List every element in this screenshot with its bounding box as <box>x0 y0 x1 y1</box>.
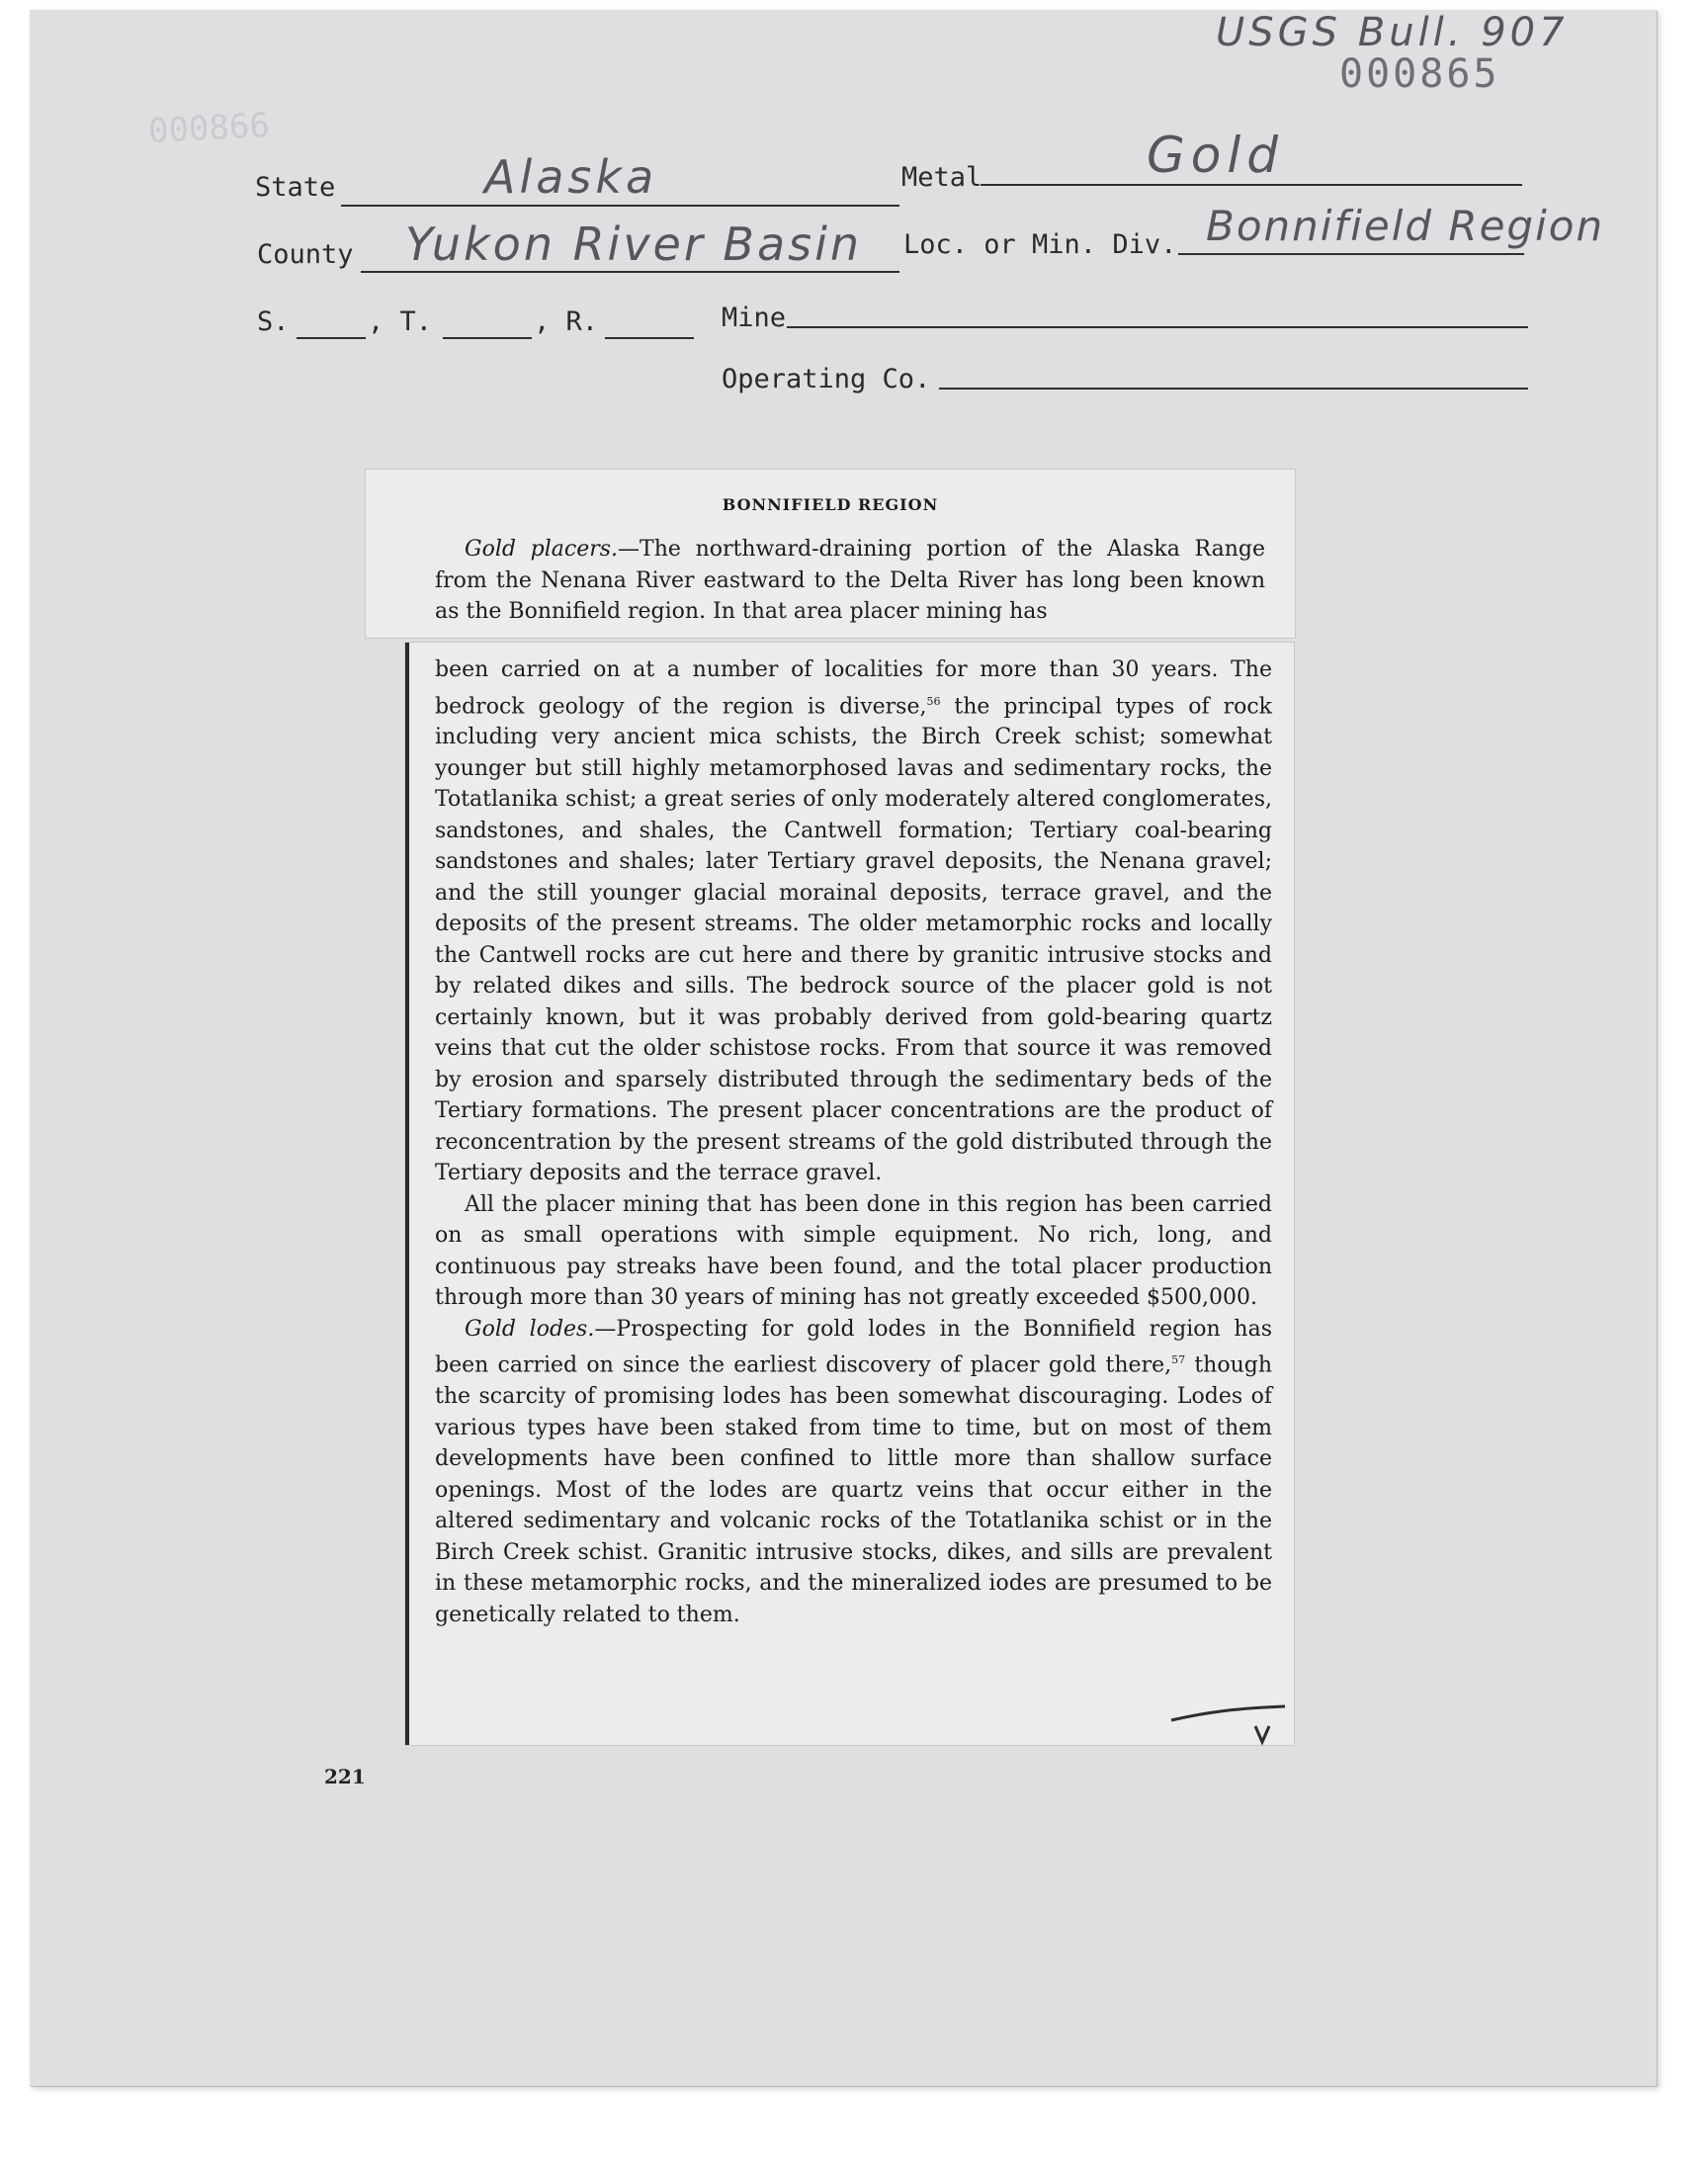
placers-paragraph-2: All the placer mining that has been done in this region has been carried on as small operations with simple equipment. No rich, long, and continuous pay streaks have been found, and the total placer production through more than 30 years of mining has not greatly exceeded $500,000. <box>435 1191 1272 1311</box>
placers-text-start: —The northward-draining portion of the Alaska Range from the Nenana River eastward to the Delta River has long been known as the Bonnifield region. In that area placer mining has <box>435 537 1265 624</box>
lodes-text-a: —Prospecting for gold lodes in the Bonnifield region has been carried on since the earliest discovery of placer gold there, <box>435 1316 1272 1378</box>
operating-co-underline <box>939 388 1528 390</box>
clipping-header <box>366 470 1295 638</box>
county-underline <box>361 271 899 273</box>
township-label: , T. <box>368 306 433 337</box>
lodes-text-b: though the scarcity of promising lodes has been somewhat discouraging. Lodes of various types have been staked from time to time, but on most of them developments have been confined to little more than shallow surface openings. Most of the lodes are quartz veins that occur either in the altered sedimentary and volcanic rocks of the Totatlanika schist or in the Birch Creek schist. Granitic intrusive stocks, dikes, and sills are prevalent in these metamorphic rocks, and the mineralized iodes are presumed to be genetically related to them. <box>435 1352 1273 1627</box>
serial-number: 000865 <box>1339 51 1500 97</box>
metal-label: Metal <box>901 162 982 193</box>
page-number: 221 <box>324 1765 366 1788</box>
record-card <box>30 10 1657 2086</box>
clipping-body <box>405 643 1294 1745</box>
metal-underline <box>981 184 1522 186</box>
county-value: Yukon River Basin <box>405 218 863 271</box>
state-value: Alaska <box>484 150 658 204</box>
check-mark-icon <box>1166 1691 1295 1750</box>
bulletin-reference: USGS Bull. 907 <box>1216 10 1569 55</box>
loc-label: Loc. or Min. Div. <box>903 229 1177 260</box>
loc-value: Bonnifield Region <box>1206 202 1605 250</box>
operating-co-label: Operating Co. <box>722 364 931 394</box>
placers-text-b: the principal types of rock including very ancient mica schists, the Birch Creek schist; somewhat younger but still highly metamorphosed lavas and sedimentary rocks, the Totatlanika schist; a great series of only moderately altered conglomerates, sandstones, and shales, the Cantwell formation; Tertiary coal-bearing sandstones and shales; later Tertiary gravel deposits, the Nenana gravel; and the still younger glacial morainal deposits, terrace gravel, and the deposits of the present streams. The older metamorphic rocks and locally the Cantwell rocks are cut here and there by granitic intrusive stocks and by related dikes and sills. The bedrock source of the placer gold is not certainly known, but it was probably derived from gold-bearing quartz veins that cut the older schistose rocks. From that source it was removed by erosion and sparsely distributed through the sedimentary beds of the Tertiary formations. The present placer concentrations are the product of reconcentration by the present streams of the gold distributed through the Tertiary deposits and the terrace gravel. <box>435 693 1272 1186</box>
county-label: County <box>257 239 354 270</box>
footnote-56: 56 <box>926 694 941 708</box>
township-underline <box>443 337 532 339</box>
range-underline <box>605 337 694 339</box>
placers-paragraph-start <box>435 534 1265 628</box>
section-underline <box>297 337 366 339</box>
mine-label: Mine <box>722 303 787 333</box>
placers-heading: Gold placers. <box>465 537 619 562</box>
mine-underline <box>787 326 1528 328</box>
clipping-title: BONNIFIELD REGION <box>722 495 939 514</box>
bleed-through-serial: 000866 <box>147 105 271 152</box>
lodes-heading: Gold lodes. <box>465 1316 595 1342</box>
state-label: State <box>255 172 336 203</box>
section-label: S. <box>257 306 290 337</box>
placers-text-a: been carried on at a number of localities for more than 30 years. The bedrock geology of the region is diverse, <box>435 657 1272 719</box>
range-label: , R. <box>534 306 599 337</box>
loc-underline <box>1178 253 1524 255</box>
lodes-paragraph <box>435 1314 1272 1630</box>
footnote-57: 57 <box>1171 1353 1186 1367</box>
state-underline <box>341 205 899 207</box>
placers-paragraph-continued <box>435 654 1272 1189</box>
metal-value: Gold <box>1147 127 1284 184</box>
